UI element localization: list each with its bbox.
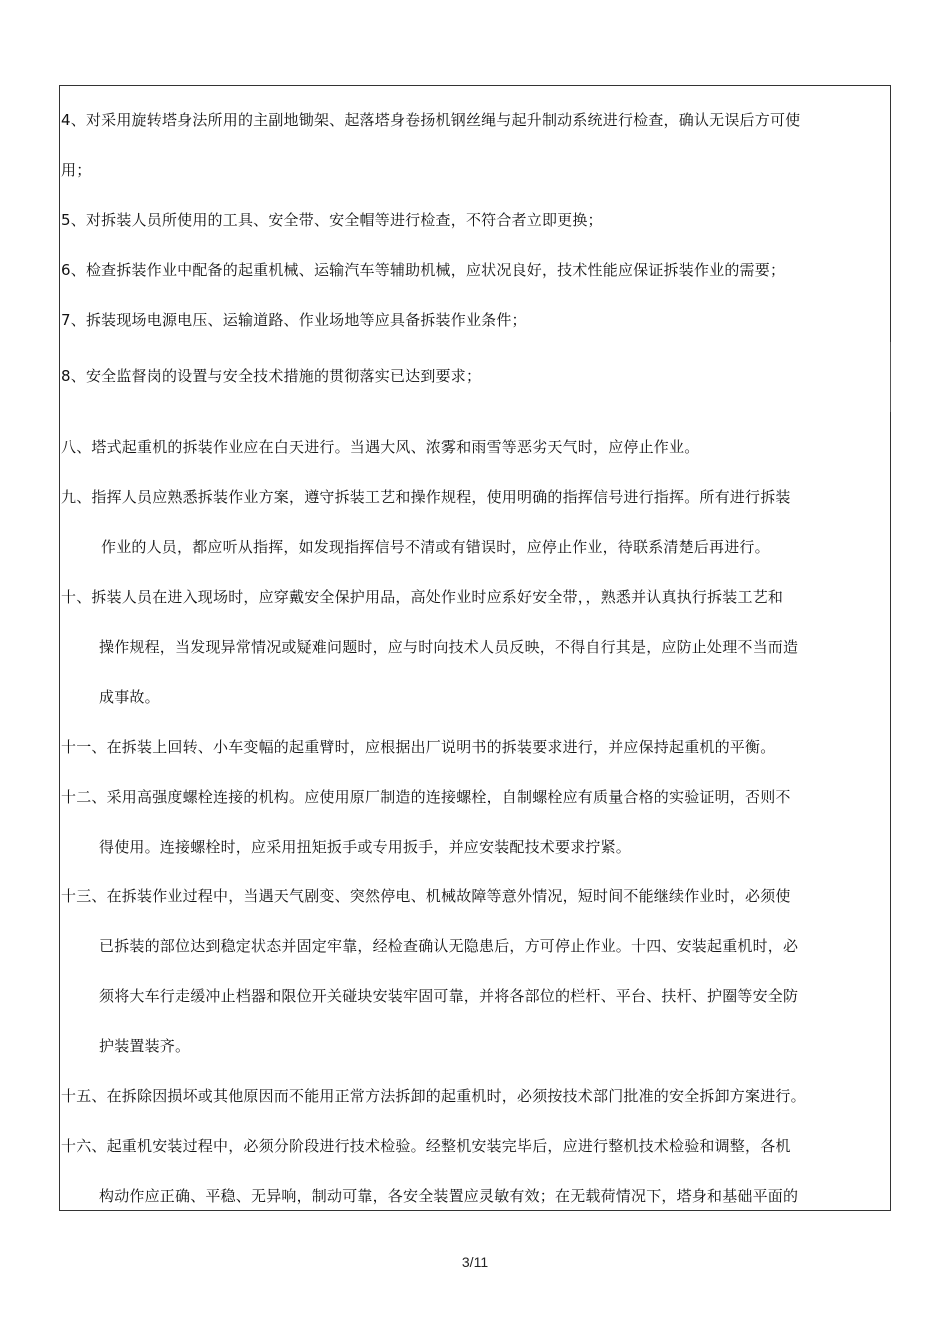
text-line: 十三、在拆装作业过程中，当遇天气剧变、突然停电、机械故障等意外情况，短时间不能继续作业时，必须使 <box>61 887 791 905</box>
text-line: 得使用。连接螺栓时，应采用扭矩扳手或专用扳手，并应安装配技术要求拧紧。 <box>99 838 632 856</box>
text-line: 作业的人员，都应听从指挥，如发现指挥信号不清或有错误时，应停止作业，待联系清楚后再进行。 <box>101 538 770 556</box>
text-line: 操作规程，当发现异常情况或疑难问题时，应与时向技术人员反映，不得自行其是，应防止处理不当而造 <box>99 638 799 656</box>
text-line: 5、对拆装人员所使用的工具、安全带、安全帽等进行检查，不符合者立即更换； <box>61 211 603 229</box>
text-line: 护装置装齐。 <box>99 1037 191 1055</box>
page-number: 3/11 <box>461 1254 489 1270</box>
text-line: 4、对采用旋转塔身法所用的主副地锄架、起落塔身卷扬机钢丝绳与起升制动系统进行检查，确认无误后方可使 <box>61 111 801 129</box>
text-line: 7、拆装现场电源电压、运输道路、作业场地等应具备拆装作业条件； <box>61 311 527 329</box>
text-line: 八、塔式起重机的拆装作业应在白天进行。当遇大风、浓雾和雨雪等恶劣天气时，应停止作业。 <box>61 438 700 456</box>
text-line: 6、检查拆装作业中配备的起重机械、运输汽车等辅助机械，应状况良好，技术性能应保证拆装作业的需要； <box>61 261 786 279</box>
text-line: 构动作应正确、平稳、无异响，制动可靠，各安全装置应灵敏有效；在无载荷情况下，塔身和基础平面的 <box>99 1187 799 1205</box>
border-mark <box>890 342 891 412</box>
text-line: 十二、采用高强度螺栓连接的机构。应使用原厂制造的连接螺栓，自制螺栓应有质量合格的实验证明，否则不 <box>61 788 791 806</box>
text-line: 十五、在拆除因损坏或其他原因而不能用正常方法拆卸的起重机时，必须按技术部门批准的安全拆卸方案进行。 <box>61 1087 806 1105</box>
text-line: 须将大车行走缓冲止档器和限位开关碰块安装牢固可靠，并将各部位的栏杆、平台、扶杆、护圈等安全防 <box>99 987 799 1005</box>
text-line: 已拆装的部位达到稳定状态并固定牢靠，经检查确认无隐患后，方可停止作业。十四、安装起重机时，必 <box>99 937 799 955</box>
text-line: 十六、起重机安装过程中，必须分阶段进行技术检验。经整机安装完毕后，应进行整机技术检验和调整，各机 <box>61 1137 791 1155</box>
text-line: 用； <box>61 161 92 179</box>
text-line: 十一、在拆装上回转、小车变幅的起重臂时，应根据出厂说明书的拆装要求进行，并应保持起重机的平衡。 <box>61 738 776 756</box>
text-line: 8、安全监督岗的设置与安全技术措施的贯彻落实已达到要求； <box>61 367 482 385</box>
text-line: 成事故。 <box>99 688 160 706</box>
text-line: 十、拆装人员在进入现场时，应穿戴安全保护用品，高处作业时应系好安全带，，熟悉并认真执行拆装工艺和 <box>61 588 784 606</box>
text-line: 九、指挥人员应熟悉拆装作业方案，遵守拆装工艺和操作规程，使用明确的指挥信号进行指挥。所有进行拆装 <box>61 488 791 506</box>
